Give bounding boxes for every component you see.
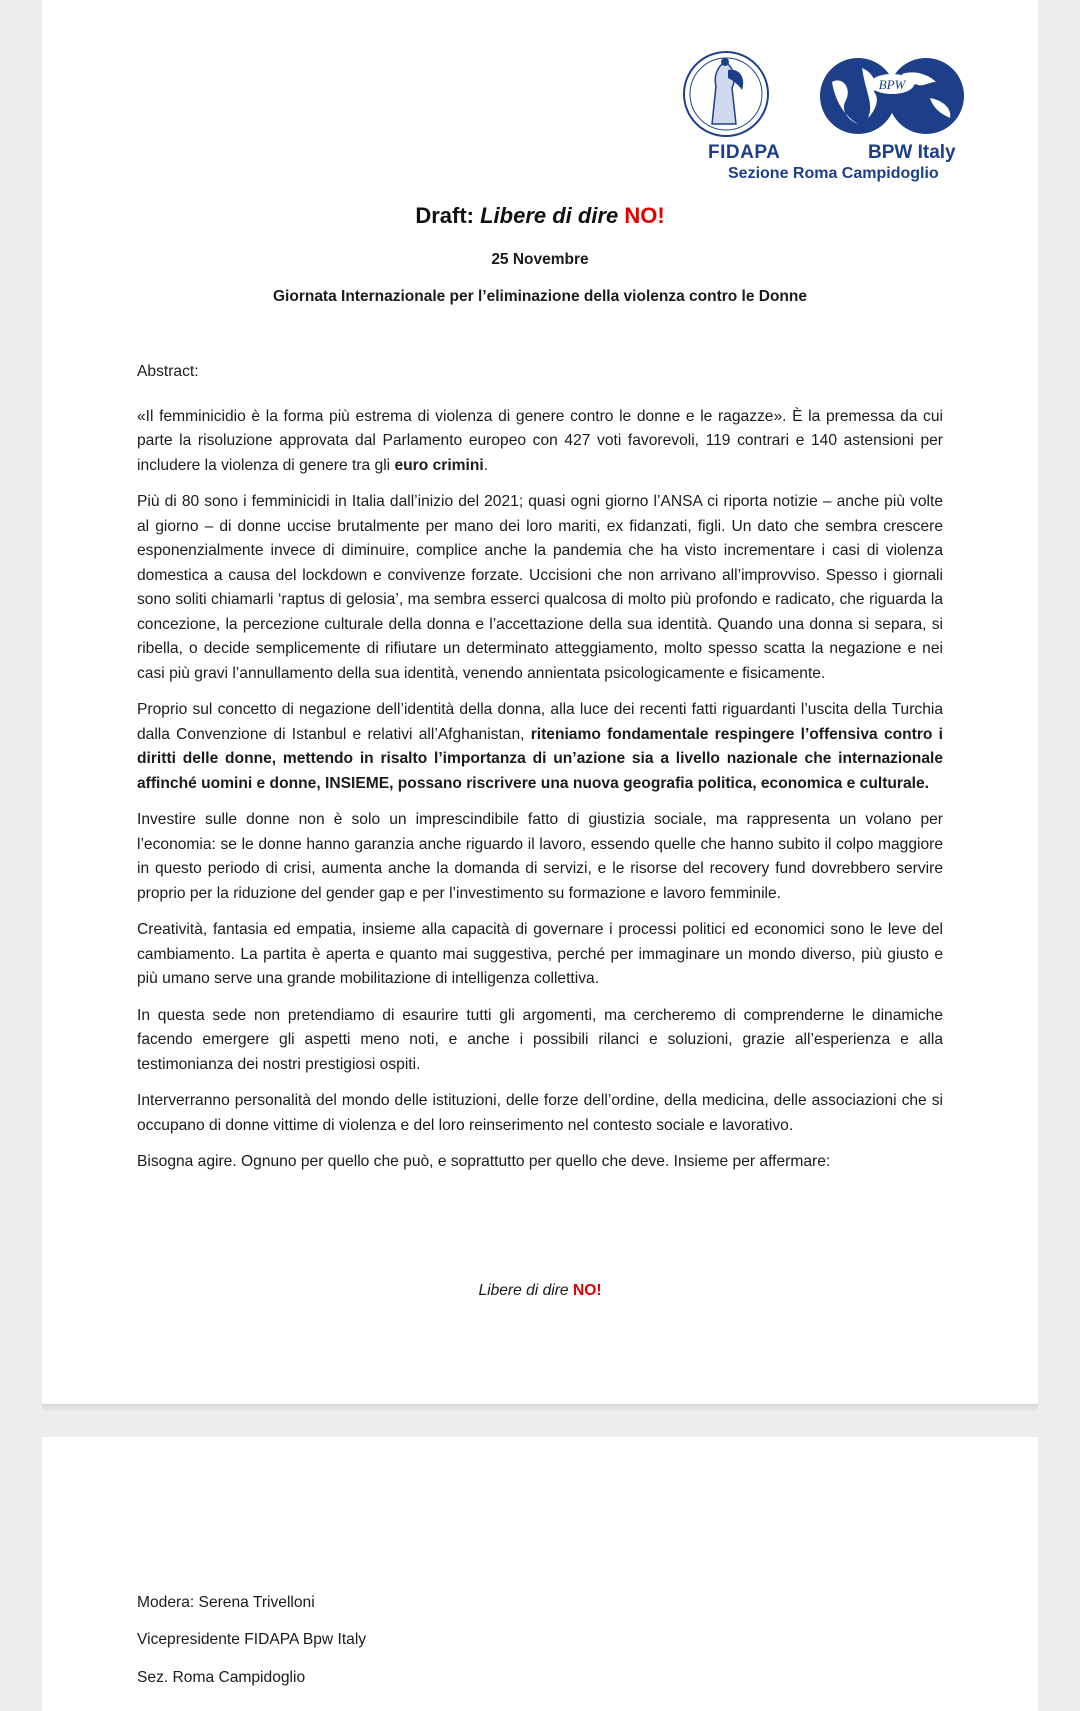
- document-body: [137, 360, 943, 1187]
- title-red: NO!: [624, 203, 665, 228]
- bpw-logo: [818, 48, 968, 144]
- title-prefix: Draft:: [415, 203, 481, 228]
- event-date: 25 Novembre: [491, 251, 589, 268]
- paragraph-1: [137, 405, 943, 479]
- bpw-label: BPW Italy: [868, 142, 956, 163]
- paragraph-4: Investire sulle donne non è solo un imprescindibile fatto di giustizia sociale, ma rappresenta un volano per l’economia: se le donne hanno garanzia anche riguardo il lavoro, essendo quelle che hanno subito il colpo maggiore in questo periodo di crisi, aumenta anche la domanda di servizi, e le risorse del recovery fund dovrebbero servire proprio per la riduzione del gender gap e per l’investimento su formazione e lavoro femminile.: [137, 811, 943, 902]
- page-separator: [42, 1404, 1038, 1412]
- closing-red: NO!: [572, 1282, 602, 1299]
- paragraph-2: Più di 80 sono i femminicidi in Italia dall’inizio del 2021; quasi ogni giorno l’ANSA ci riporta notizie – anche più volte al giorno – di donne uccise brutalmente per mano dei loro mariti, ex fidanzati, figli. Un dato che sembra crescere esponenzialmente invece di diminuire, complice anche la pandemia che ha visto incrementare i casi di violenza domestica a causa del lockdown e convivenze forzate. Uccisioni che non arrivano all’improvviso. Spesso i giornali sono soliti chiamarli ‘raptus di gelosia’, ma sembra esserci qualcosa di molto più profondo e radicato, che riguarda la concezione, la percezione culturale della donna e l’accettazione della sua identità. Quando una donna si separa, si ribella, o decide semplicemente di rifiutare un determinato atteggiamento, molto spesso scatta la negazione e nei casi più gravi l’annullamento della sua identità, venendo annientata psicologicamente e fisicamente.: [137, 493, 943, 682]
- moderator-line: Modera: Serena Trivelloni: [137, 1594, 315, 1611]
- paragraph-1-text: «Il femminicidio è la forma più estrema di violenza di genere contro le donne e le ragazze». È la premessa da cui parte la risoluzione approvata dal Parlamento europeo con 427 voti favorevoli, 119 contrari e 140 astensioni per includere la violenza di genere tra gli: [137, 407, 943, 474]
- paragraph-3: [137, 698, 943, 796]
- closing-italic: Libere di dire: [478, 1282, 573, 1299]
- paragraph-8: Bisogna agire. Ognuno per quello che può, e soprattutto per quello che deve. Insieme per affermare:: [137, 1153, 831, 1170]
- event-name: Giornata Internazionale per l’eliminazione della violenza contro le Donne: [272, 288, 807, 305]
- fidapa-logo: [662, 48, 790, 144]
- closing-slogan: [42, 1282, 1038, 1300]
- fidapa-label: FIDAPA: [708, 142, 781, 163]
- paragraph-6: In questa sede non pretendiamo di esaurire tutti gli argomenti, ma cercheremo di comprenderne le dinamiche facendo emergere gli aspetti meno noti, e anche i possibili rilanci e soluzioni, grazie all’esperienza e alla testimonianza dei nostri prestigiosi ospiti.: [137, 1006, 943, 1073]
- paragraph-5: Creatività, fantasia ed empatia, insieme alla capacità di governare i processi politici ed economici sono le leve del cambiamento. La partita è aperta e quanto mai suggestiva, perché per immaginare un mondo diverso, più giusto e più umano serve una grande mobilitazione di intelligenza collettiva.: [137, 921, 943, 987]
- document-title: [42, 203, 1038, 229]
- paragraph-7: Interverranno personalità del mondo delle istituzioni, delle forze dell’ordine, della medicina, delle associazioni che si occupano di donne vittime di violenza e del loro reinserimento nel contesto sociale e lavorativo.: [137, 1092, 943, 1134]
- paragraph-1-bold: euro crimini: [394, 456, 484, 474]
- title-italic: Libere di dire: [480, 203, 625, 228]
- moderator-section: Sez. Roma Campidoglio: [137, 1669, 306, 1686]
- bpw-badge-text: BPW: [878, 77, 906, 92]
- paragraph-1-end: .: [483, 456, 489, 474]
- paragraph-3-bold: riteniamo fondamentale respingere l’offensiva contro i diritti delle donne, mettendo in risalto l’importanza di un’azione sia a livello nazionale che internazionale affinché uomini e donne, INSIEME, possano riscrivere una nuova geografia politica, economica e culturale.: [137, 725, 943, 792]
- paragraph-3-text: Proprio sul concetto di negazione dell’identità della donna, alla luce dei recenti fatti riguardanti l’uscita della Turchia dalla Convenzione di Istanbul e relativi all’Afghanistan,: [137, 701, 943, 743]
- section-label: Sezione Roma Campidoglio: [728, 165, 939, 182]
- moderator-role: Vicepresidente FIDAPA Bpw Italy: [137, 1631, 367, 1648]
- abstract-label: Abstract:: [137, 363, 199, 380]
